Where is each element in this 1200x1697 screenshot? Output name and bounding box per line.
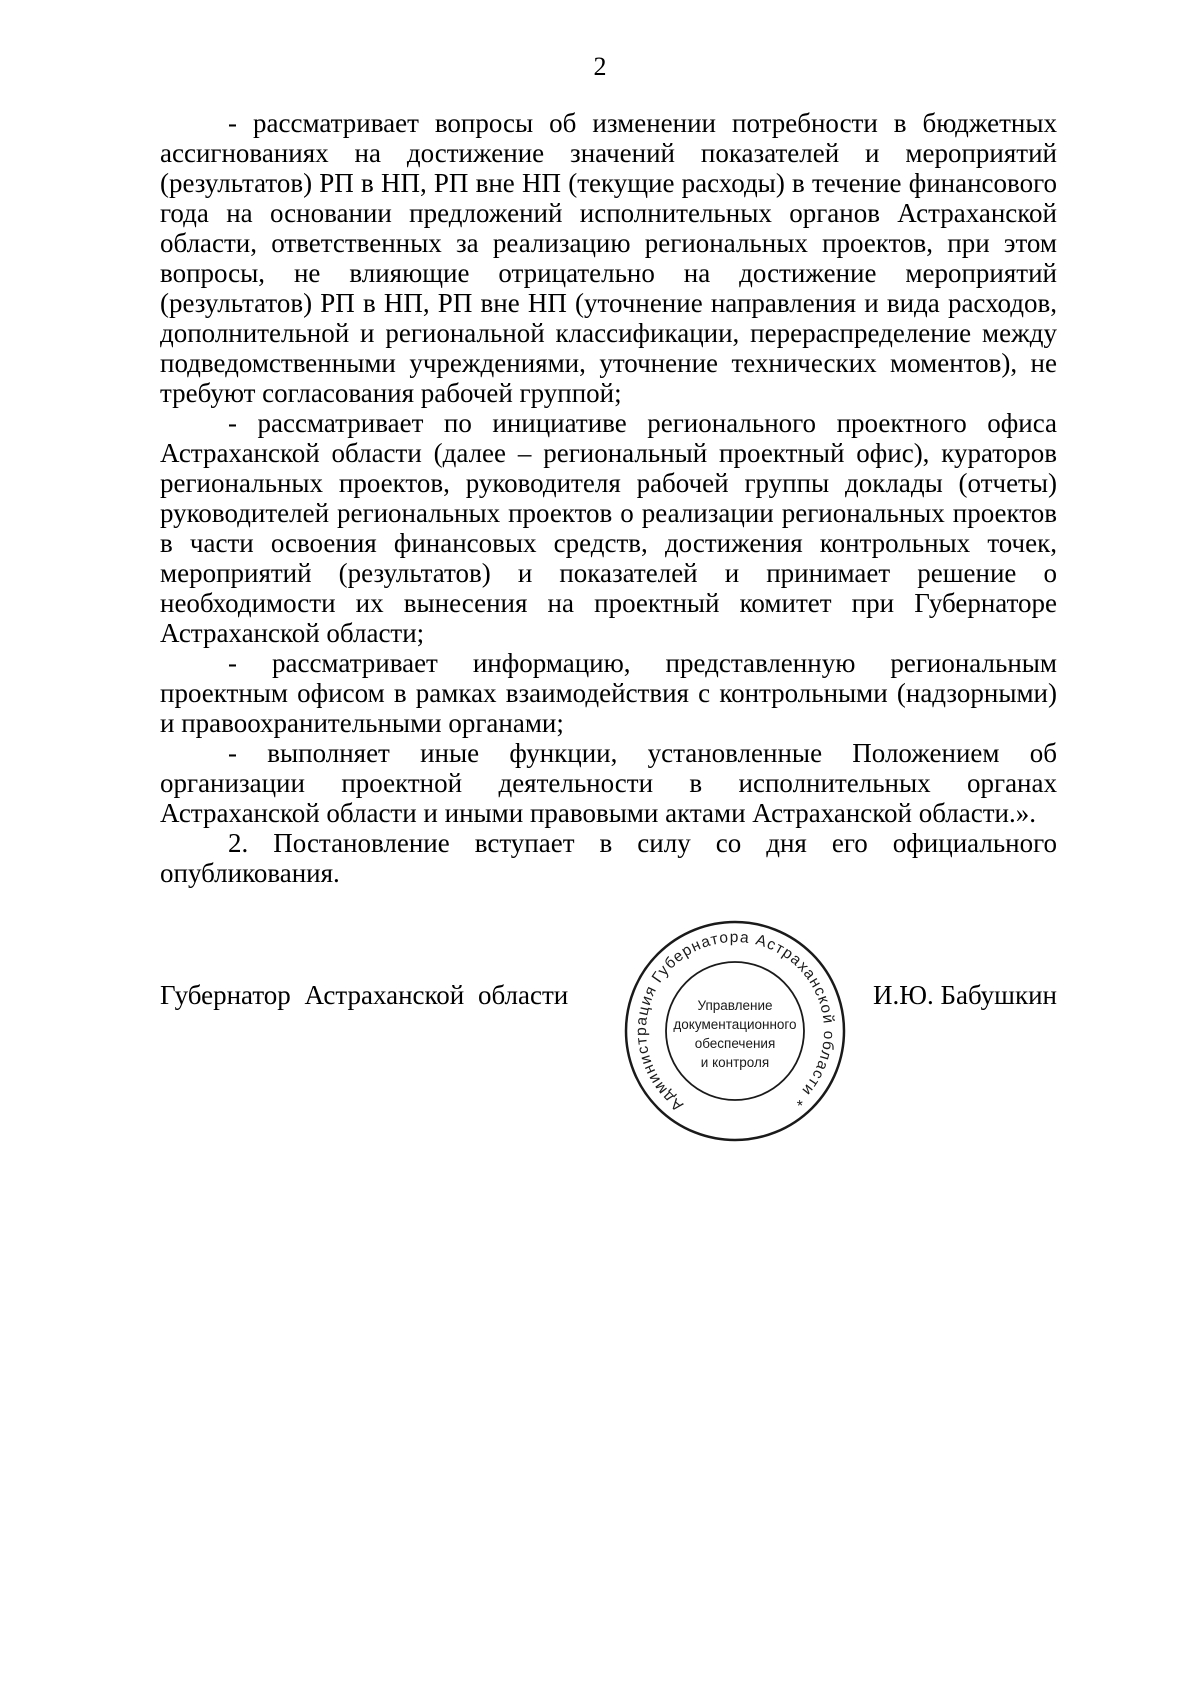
stamp-ring-textpath: Администрация Губернатора Астраханской области * bbox=[632, 928, 838, 1115]
paragraph-other-functions: - выполняет иные функции, установленные Положением об организации проектной деятельности в исполнительных органах Астраханской области и иными правовыми актами Астраханской области.». bbox=[160, 738, 1057, 828]
stamp-seal-icon bbox=[622, 918, 848, 1144]
signature-block bbox=[160, 980, 1057, 1011]
paragraph-effective-date: 2. Постановление вступает в силу со дня его официального опубликования. bbox=[160, 828, 1057, 888]
stamp-center-line-2: документационного bbox=[673, 1017, 797, 1032]
stamp-center-line-4: и контроля bbox=[700, 1055, 770, 1070]
stamp-center-line-1: Управление bbox=[697, 998, 773, 1013]
stamp-center-line-3: обеспечения bbox=[694, 1036, 776, 1051]
signature-title: Губернатор Астраханской области bbox=[160, 980, 569, 1010]
paragraph-regional-project-office: - рассматривает по инициативе регионального проектного офиса Астраханской области (далее – региональный проектный офис), кураторов региональных проектов, руководителя рабочей группы доклады (отчеты) руководителей региональных проектов о реализации региональных проектов в части освоения финансовых средств, достижения контрольных точек, мероприятий (результатов) и показателей и принимает решение о необходимости их вынесения на проектный комитет при Губернаторе Астраханской области; bbox=[160, 408, 1057, 648]
paragraph-budget-allocations: - рассматривает вопросы об изменении потребности в бюджетных ассигнованиях на достижение значений показателей и мероприятий (результатов) РП в НП, РП вне НП (текущие расходы) в течение финансового года на основании предложений исполнительных органов Астраханской области, ответственных за реализацию региональных проектов, при этом вопросы, не влияющие отрицательно на достижение мероприятий (результатов) РП в НП, РП вне НП (уточнение направления и вида расходов, дополнительной и региональной классификации, перераспределение между подведомственными учреждениями, уточнение технических моментов), не требуют согласования рабочей группой; bbox=[160, 108, 1057, 408]
page-number: 2 bbox=[593, 52, 607, 81]
paragraph-oversight-bodies: - рассматривает информацию, представленную региональным проектным офисом в рамках взаимодействия с контрольными (надзорными) и правоохранительными органами; bbox=[160, 648, 1057, 738]
official-round-stamp bbox=[622, 918, 848, 1144]
signature-name: И.Ю. Бабушкин bbox=[872, 980, 1057, 1010]
document-body bbox=[160, 108, 1057, 888]
